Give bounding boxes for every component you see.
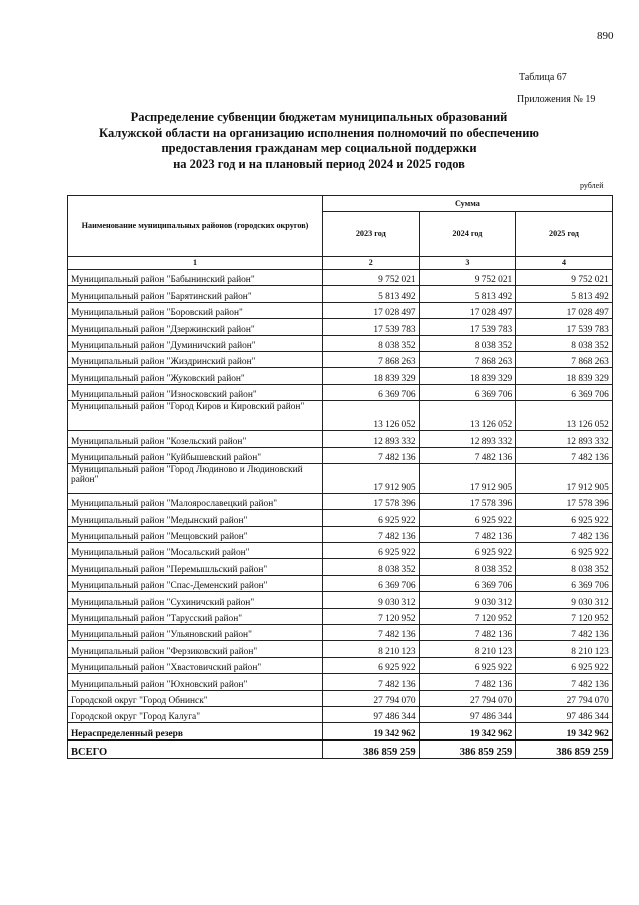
row-value: 6 925 922 [323,510,420,526]
row-value: 7 482 136 [516,526,613,542]
row-name: Муниципальный район "Ферзиковский район" [68,641,323,657]
row-value: 7 482 136 [516,674,613,690]
row-value: 17 912 905 [516,463,613,493]
total-value: 386 859 259 [419,740,516,759]
table-row [68,723,613,740]
table-row [68,335,613,351]
total-row [68,740,613,759]
row-value: 9 030 312 [516,592,613,608]
row-value: 6 369 706 [323,384,420,400]
row-value: 7 482 136 [419,674,516,690]
row-value: 12 893 332 [323,431,420,447]
title-line: Распределение субвенции бюджетам муниципальных образований [130,110,508,124]
row-value: 9 752 021 [323,270,420,286]
document-title [60,110,578,172]
row-value: 17 578 396 [516,493,613,509]
table-row [68,286,613,302]
row-name: Муниципальный район "Ульяновский район" [68,625,323,641]
table-row [68,319,613,335]
row-value: 7 868 263 [516,351,613,367]
row-value: 6 369 706 [419,575,516,591]
table-row [68,431,613,447]
row-value: 17 028 497 [323,302,420,318]
total-label: ВСЕГО [68,740,323,759]
row-value: 17 578 396 [419,493,516,509]
table-number: Таблица 67 [519,72,567,83]
row-value: 6 925 922 [516,543,613,559]
row-name: Муниципальный район "Мещовский район" [68,526,323,542]
table-row [68,526,613,542]
units-label: рублей [580,181,604,190]
table-row [68,592,613,608]
row-name: Муниципальный район "Боровский район" [68,302,323,318]
row-value: 8 210 123 [516,641,613,657]
row-value: 8 038 352 [419,335,516,351]
row-value: 97 486 344 [419,706,516,722]
year-header-2023: 2023 год [323,212,420,257]
table-row [68,447,613,463]
row-value: 7 482 136 [323,526,420,542]
name-column-header: Наименование муниципальных районов (городских округов) [68,196,323,257]
row-name: Муниципальный район "Юхновский район" [68,674,323,690]
row-value: 7 120 952 [419,608,516,624]
row-value: 17 912 905 [419,463,516,493]
page-number: 890 [597,30,614,42]
row-value: 6 925 922 [419,657,516,673]
row-value: 97 486 344 [323,706,420,722]
row-value: 27 794 070 [516,690,613,706]
row-value: 27 794 070 [419,690,516,706]
table-row [68,674,613,690]
row-value: 6 925 922 [516,510,613,526]
row-value: 17 912 905 [323,463,420,493]
row-value: 8 210 123 [323,641,420,657]
row-name: Муниципальный район "Перемышльский район" [68,559,323,575]
row-value: 7 482 136 [419,625,516,641]
table-row [68,641,613,657]
table-row [68,575,613,591]
title-line: предоставления гражданам мер социальной поддержки [161,141,477,155]
row-value: 6 369 706 [323,575,420,591]
row-name: Муниципальный район "Козельский район" [68,431,323,447]
subvention-table [67,195,613,759]
row-name: Муниципальный район "Бабынинский район" [68,270,323,286]
row-value: 7 482 136 [323,674,420,690]
row-name: Муниципальный район "Медынский район" [68,510,323,526]
table-row [68,608,613,624]
row-name: Муниципальный район "Город Людиново и Людиновский район" [68,463,323,493]
row-value: 17 539 783 [323,319,420,335]
column-number: 1 [68,257,323,270]
row-name: Городской округ "Город Калуга" [68,706,323,722]
row-value: 8 038 352 [516,335,613,351]
column-number: 2 [323,257,420,270]
row-value: 17 028 497 [419,302,516,318]
row-value: 6 925 922 [323,657,420,673]
row-value: 5 813 492 [323,286,420,302]
row-value: 8 038 352 [323,335,420,351]
row-value: 8 210 123 [419,641,516,657]
row-name: Муниципальный район "Тарусский район" [68,608,323,624]
row-value: 7 868 263 [323,351,420,367]
row-name: Муниципальный район "Хвастовичский район" [68,657,323,673]
row-name: Муниципальный район "Сухиничский район" [68,592,323,608]
row-name: Муниципальный район "Думиничский район" [68,335,323,351]
row-value: 7 120 952 [516,608,613,624]
row-value: 6 369 706 [516,384,613,400]
year-header-2025: 2025 год [516,212,613,257]
row-value: 12 893 332 [516,431,613,447]
row-value: 9 030 312 [419,592,516,608]
row-value: 13 126 052 [516,401,613,431]
row-value: 7 868 263 [419,351,516,367]
table-row [68,368,613,384]
table-row [68,302,613,318]
row-value: 8 038 352 [323,559,420,575]
total-value: 386 859 259 [323,740,420,759]
row-value: 17 539 783 [516,319,613,335]
row-name: Муниципальный район "Износковский район" [68,384,323,400]
row-name: Муниципальный район "Жуковский район" [68,368,323,384]
row-value: 18 839 329 [516,368,613,384]
row-value: 6 925 922 [419,543,516,559]
row-value: 7 482 136 [516,625,613,641]
row-value: 5 813 492 [516,286,613,302]
row-value: 18 839 329 [323,368,420,384]
table-body [68,270,613,759]
table-row [68,463,613,493]
row-value: 27 794 070 [323,690,420,706]
row-name: Нераспределенный резерв [68,723,323,740]
row-value: 5 813 492 [419,286,516,302]
row-value: 9 030 312 [323,592,420,608]
row-value: 8 038 352 [516,559,613,575]
row-name: Муниципальный район "Куйбышевский район" [68,447,323,463]
row-value: 6 925 922 [516,657,613,673]
row-value: 7 120 952 [323,608,420,624]
table-row [68,706,613,722]
row-value: 9 752 021 [516,270,613,286]
sum-column-header: Сумма [323,196,613,212]
appendix-label: Приложения № 19 [517,94,596,105]
table-row [68,625,613,641]
row-value: 97 486 344 [516,706,613,722]
row-name: Муниципальный район "Жиздринский район" [68,351,323,367]
row-value: 6 925 922 [323,543,420,559]
table-row [68,690,613,706]
column-number: 3 [419,257,516,270]
row-value: 18 839 329 [419,368,516,384]
row-value: 9 752 021 [419,270,516,286]
row-name: Муниципальный район "Спас-Деменский район" [68,575,323,591]
row-name: Муниципальный район "Мосальский район" [68,543,323,559]
row-value: 19 342 962 [323,723,420,740]
row-value: 17 028 497 [516,302,613,318]
row-value: 6 369 706 [419,384,516,400]
row-value: 13 126 052 [323,401,420,431]
total-value: 386 859 259 [516,740,613,759]
row-value: 7 482 136 [516,447,613,463]
row-value: 17 578 396 [323,493,420,509]
title-line: на 2023 год и на плановый период 2024 и 2025 годов [173,156,465,171]
row-value: 19 342 962 [419,723,516,740]
table-row [68,657,613,673]
row-value: 17 539 783 [419,319,516,335]
table-row [68,384,613,400]
row-value: 7 482 136 [419,526,516,542]
row-value: 6 925 922 [419,510,516,526]
table-row [68,351,613,367]
row-value: 7 482 136 [419,447,516,463]
row-name: Муниципальный район "Малоярославецкий район" [68,493,323,509]
row-value: 13 126 052 [419,401,516,431]
row-name: Муниципальный район "Барятинский район" [68,286,323,302]
row-value: 7 482 136 [323,625,420,641]
column-number: 4 [516,257,613,270]
row-name: Муниципальный район "Город Киров и Кировский район" [68,401,323,431]
row-name: Муниципальный район "Дзержинский район" [68,319,323,335]
table-row [68,559,613,575]
year-header-2024: 2024 год [419,212,516,257]
table-row [68,543,613,559]
table-row [68,510,613,526]
title-line: Калужской области на организацию исполнения полномочий по обеспечению [99,125,539,140]
row-value: 12 893 332 [419,431,516,447]
row-value: 7 482 136 [323,447,420,463]
table-row [68,270,613,286]
row-name: Городской округ "Город Обнинск" [68,690,323,706]
row-value: 19 342 962 [516,723,613,740]
table-row [68,401,613,431]
table-row [68,493,613,509]
row-value: 8 038 352 [419,559,516,575]
row-value: 6 369 706 [516,575,613,591]
